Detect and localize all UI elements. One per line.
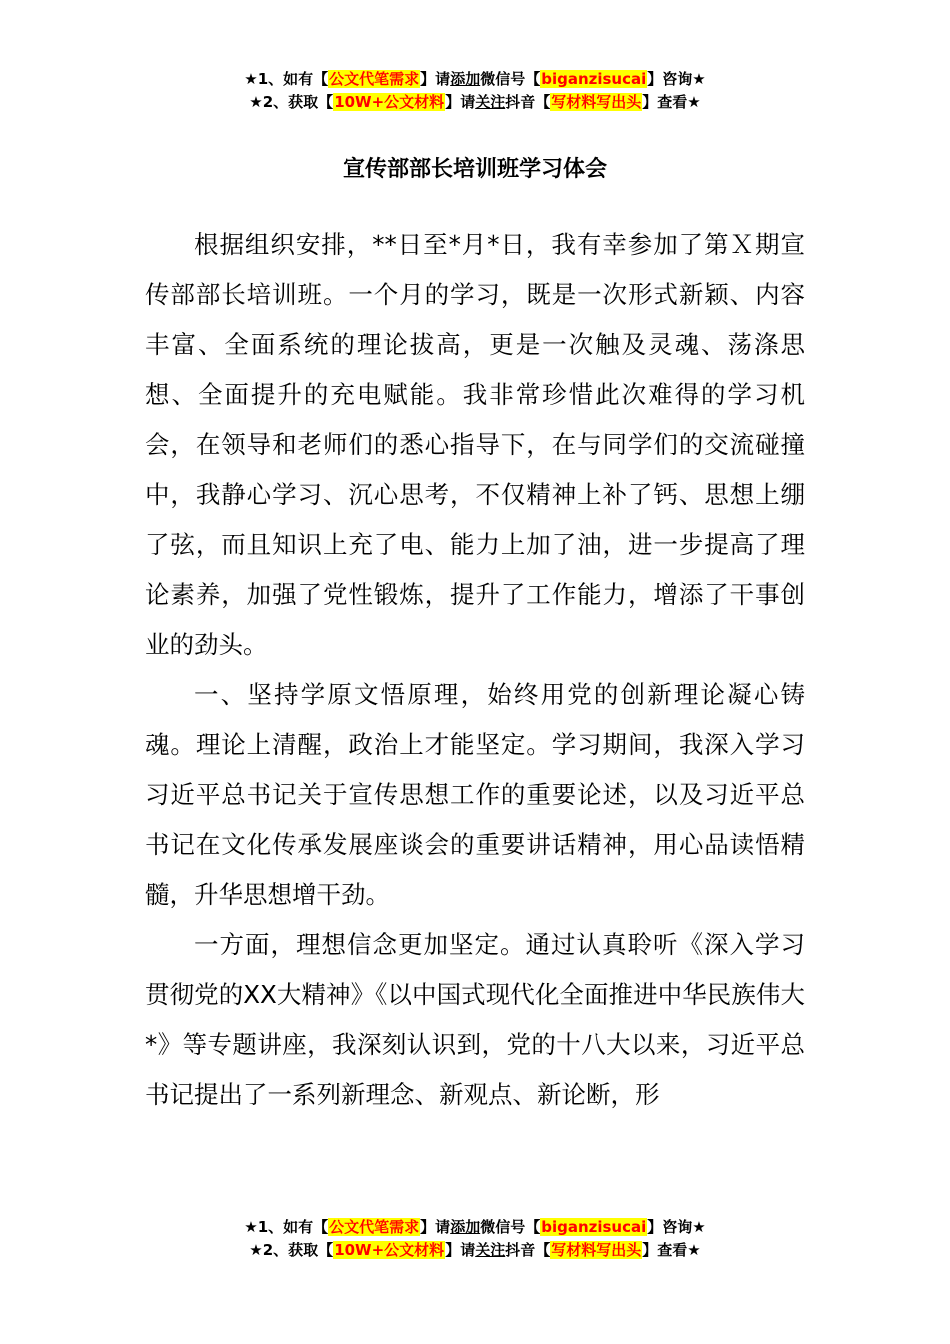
footer-highlight-wechat-id: biganzisucai — [541, 1218, 647, 1236]
header-highlight-service: 公文代笔需求 — [329, 70, 420, 88]
footer-underline-follow: 关注 — [475, 1241, 506, 1259]
paragraph-intro: 根据组织安排，**日至*月*日，我有幸参加了第Ｘ期宣传部部长培训班。一个月的学习，既是一次形式新颖、内容丰富、全面系统的理论拔高，更是一次触及灵魂、荡涤思想、全面提升的充电赋能。我非常珍惜此次难得的学习机会，在领导和老师们的悉心指导下，在与同学们的交流碰撞中，我静心学习、沉心思考，不仅精神上补了钙、思想上绷了弦，而且知识上充了电、能力上加了油，进一步提高了理论素养，加强了党性锻炼，提升了工作能力，增添了干事创业的劲头。 — [145, 230, 805, 659]
header-underline-add: 添加 — [450, 70, 481, 88]
footer-line-2-prefix: ★2、获取【 — [249, 1241, 334, 1259]
header-line-2-mid: 】请 — [445, 93, 476, 111]
header-line-2-mid2: 抖音【 — [505, 93, 551, 111]
footer-highlight-douyin-account: 写材料写出头 — [551, 1241, 642, 1259]
header-highlight-materials: 10W+公文材料 — [334, 93, 445, 111]
header-line-1 — [0, 68, 950, 91]
header-line-1-suffix: 】咨询★ — [647, 70, 706, 88]
header-line-1-mid: 】请 — [420, 70, 451, 88]
document-body — [145, 220, 805, 1120]
footer-line-2-suffix: 】查看★ — [642, 1241, 701, 1259]
footer-line-2-mid2: 抖音【 — [505, 1241, 551, 1259]
header-line-2 — [0, 91, 950, 114]
header-underline-follow: 关注 — [475, 93, 506, 111]
footer-line-2-mid: 】请 — [445, 1241, 476, 1259]
header-line-1-mid2: 微信号【 — [480, 70, 541, 88]
header-highlight-douyin-account: 写材料写出头 — [551, 93, 642, 111]
footer-banner — [0, 1216, 950, 1262]
header-line-2-prefix: ★2、获取【 — [249, 93, 334, 111]
header-banner — [0, 68, 950, 114]
footer-line-1-mid: 】请 — [420, 1218, 451, 1236]
header-line-2-suffix: 】查看★ — [642, 93, 701, 111]
paragraph-section-one: 一、坚持学原文悟原理，始终用党的创新理论凝心铸魂。理论上清醒，政治上才能坚定。学习期间，我深入学习习近平总书记关于宣传思想工作的重要论述，以及习近平总书记在文化传承发展座谈会的重要讲话精神，用心品读悟精髓，升华思想增干劲。 — [145, 680, 805, 909]
footer-underline-add: 添加 — [450, 1218, 481, 1236]
header-line-1-prefix: ★1、如有【 — [244, 70, 329, 88]
footer-line-1-suffix: 】咨询★ — [647, 1218, 706, 1236]
footer-line-2 — [0, 1239, 950, 1262]
footer-line-1 — [0, 1216, 950, 1239]
header-highlight-wechat-id: biganzisucai — [541, 70, 647, 88]
footer-highlight-service: 公文代笔需求 — [329, 1218, 420, 1236]
footer-line-1-mid2: 微信号【 — [480, 1218, 541, 1236]
footer-line-1-prefix: ★1、如有【 — [244, 1218, 329, 1236]
document-title: 宣传部部长培训班学习体会 — [342, 157, 607, 182]
paragraph-first-aspect: 一方面，理想信念更加坚定。通过认真聆听《深入学习贯彻党的XX大精神》《以中国式现代化全面推进中华民族伟大*》等专题讲座，我深刻认识到，党的十八大以来，习近平总书记提出了一系列新理念、新观点、新论断，形 — [145, 930, 805, 1109]
footer-highlight-materials: 10W+公文材料 — [334, 1241, 445, 1259]
